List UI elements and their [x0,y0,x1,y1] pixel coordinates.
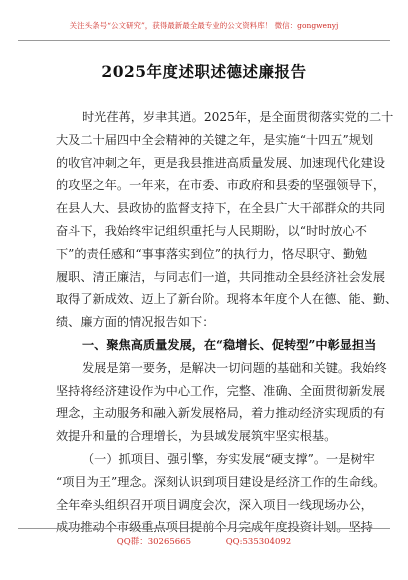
paragraph-line: 取得了新成效、迈上了新台阶。现将本年度个人在德、能、勤、 [56,292,398,307]
document-body [56,106,398,539]
section-heading: 一、聚焦高质量发展，在“稳增长、促转型”中彰显担当 [82,337,377,352]
footer-divider [18,528,390,529]
paragraph-line: 理念，主动服务和融入新发展格局，着力推动经济实现质的有 [56,406,386,421]
paragraph-line: 坚持将经济建设作为中心工作，完整、准确、全面贯彻新发展 [56,383,386,398]
subsection-line: （一）抓项目、强引擎，夯实发展“硬支撑”。一是树牢 [82,451,375,466]
document-title: 2025年度述职述德述廉报告 [101,62,307,81]
paragraph-line: 绩、廉方面的情况报告如下： [56,315,215,330]
header-divider [18,40,390,41]
paragraph-line: 成功推动个市级重点项目提前个月完成年度投资计划。坚持 [56,520,373,535]
footer-qq: QQ:535304092 [225,537,292,547]
paragraph-line: 下”的责任感和“事事落实到位”的执行力，恪尽职守、勤勉 [56,246,368,261]
footer-contact [0,535,408,547]
paragraph-line: 的收官冲刺之年，更是我县推进高质量发展、加速现代化建设 [56,155,386,170]
paragraph-line: 发展是第一要务，是解决一切问题的基础和关键。我始终 [82,360,387,375]
paragraph-line: 的攻坚之年。一年来，在市委、市政府和县委的坚强领导下， [56,178,386,193]
paragraph-line: 大及二十届四中全会精神的关键之年，是实施“十四五”规划 [56,132,374,147]
paragraph-line: 在县人大、县政协的监督支持下，在全县广大干部群众的共同 [56,201,386,216]
paragraph-line: 全年牵头组织召开项目调度会次，深入项目一线现场办公， [56,497,373,512]
paragraph-line: 时光荏苒，岁聿其逍。2025年，是全面贯彻落实党的二十 [82,110,394,124]
paragraph-line: 效提升和量的合理增长，为县域发展筑牢坚实根基。 [56,429,337,444]
paragraph-line: 履职、清正廉洁，与同志们一道，共同推动全县经济社会发展 [56,269,386,284]
paragraph-line: 奋斗下，我始终牢记组织重托与人民期盼，以“时时放心不 [56,223,367,238]
footer-qq-group: QQ群：30265665 [116,537,191,547]
header-promo-note: 关注头条号“公文研究”，获得最新最全最专业的公文资料库！ 微信：gongwenyj [69,21,339,30]
paragraph-line: “项目为王”理念。深刻认识到项目建设是经济工作的生命线。 [56,474,386,489]
